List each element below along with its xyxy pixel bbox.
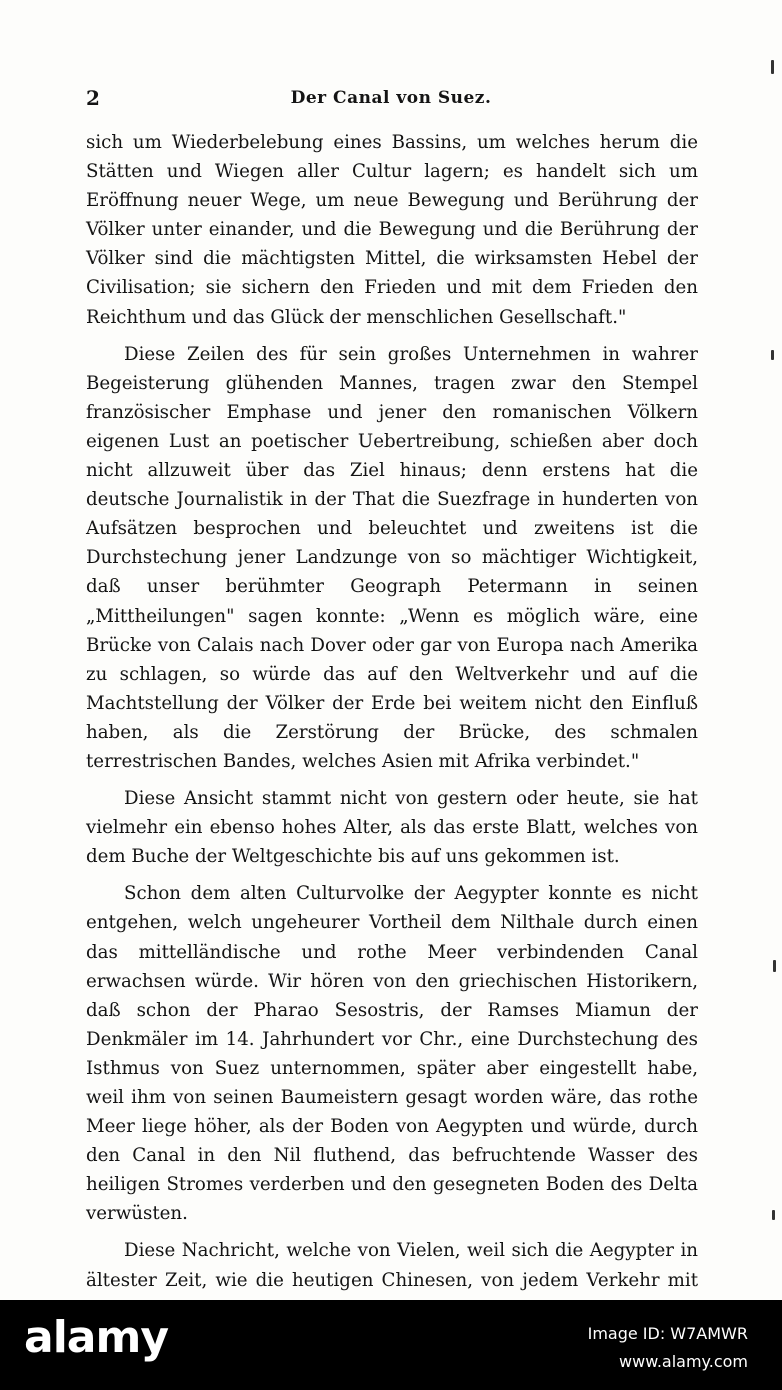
stock-footer: [0, 1300, 782, 1390]
running-title: Der Canal von Suez.: [290, 88, 492, 108]
paragraph: Schon dem alten Culturvolke der Aegypter konnte es nicht entgehen, welch ungeheurer Vortheil dem Nilthale durch einen das mittelländische und rothe Meer verbindenden Canal erwachsen würde. Wir hören von den griechischen Historikern, daß schon der Pharao Sesostris, der Ramses Miamun der Denkmäler im 14. Jahrhundert vor Chr., eine Durchstechung des Isthmus von Suez unternommen, später aber eingestellt habe, weil ihm von seinen Baumeistern gesagt worden wäre, das rothe Meer liege höher, als der Boden von Aegypten und würde, durch den Canal in den Nil fluthend, das befruchtende Wasser des heiligen Stromes verderben und den gesegneten Boden des Delta verwüsten.: [86, 883, 698, 1225]
alamy-logo: alamy: [24, 1312, 168, 1363]
paragraph: Diese Ansicht stammt nicht von gestern oder heute, sie hat vielmehr ein ebenso hohes Alter, als das erste Blatt, welches von dem Buche der Weltgeschichte bis auf uns gekommen ist.: [86, 788, 698, 868]
footer-url: www.alamy.com: [619, 1352, 748, 1371]
body-text: [86, 128, 698, 1332]
scan-mark: [771, 60, 774, 74]
paragraph: Diese Nachricht, welche von Vielen, weil sich die Aegypter in ältester Zeit, wie die heutigen Chinesen, von jedem Verkehr mit: [86, 1240, 698, 1291]
page-header: [86, 86, 696, 114]
scan-mark: [773, 960, 776, 972]
paragraph: sich um Wiederbelebung eines Bassins, um welches herum die Stätten und Wiegen aller Cultur lagern; es handelt sich um Eröffnung neuer Wege, um neue Bewegung und Berührung der Völker unter einander, und die Bewegung und die Berührung der Völker sind die mächtigsten Mittel, die wirksamsten Hebel der Civilisation; sie sichern den Frieden und mit dem Frieden den Reichthum und das Glück der menschlichen Gesellschaft.": [86, 132, 698, 328]
scan-mark: [771, 350, 774, 360]
image-id: Image ID: W7AMWR: [587, 1324, 748, 1343]
scan-mark: [772, 1210, 775, 1220]
paragraph: Diese Zeilen des für sein großes Unternehmen in wahrer Begeisterung glühenden Mannes, tragen zwar den Stempel französischer Emphase und jener den romanischen Völkern eigenen Lust an poetischer Uebertreibung, schießen aber doch nicht allzuweit über das Ziel hinaus; denn erstens hat die deutsche Journalistik in der That die Suezfrage in hunderten von Aufsätzen besprochen und beleuchtet und zweitens ist die Durchstechung jener Landzunge von so mächtiger Wichtigkeit, daß unser berühmter Geograph Petermann in seinen „Mittheilungen" sagen konnte: „Wenn es möglich wäre, eine Brücke von Calais nach Dover oder gar von Europa nach Amerika zu schlagen, so würde das auf den Weltverkehr und auf die Machtstellung der Völker der Erde bei weitem nicht den Einfluß haben, als die Zerstörung der Brücke, des schmalen terrestrischen Bandes, welches Asien mit Afrika verbindet.": [86, 343, 698, 772]
page-number: 2: [86, 86, 100, 110]
